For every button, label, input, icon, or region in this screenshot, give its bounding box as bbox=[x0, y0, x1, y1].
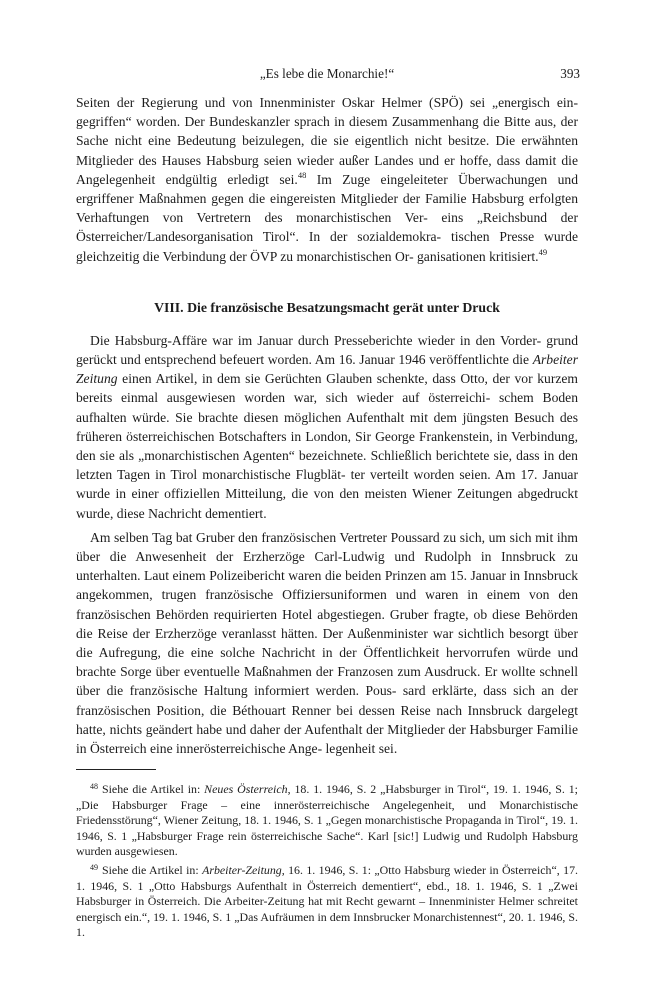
footnote-text: , 18. 1. 1946, S. 2 „Habsburger in Tirol“, 19. 1. 1946, S. 1; „Die Habsburger Frage – eine innerösterreichische Angelegenheit, und Monarchistische Friedensstörung“, Wiener Zeitung, 18. 1. 1946, S. 1 „Gegen monarchistische Propaganda in Tirol“, 19. 1. 1946, S. 1 „Habsburger Frage rein österreichische Sache“. Karl [sic!] Ludwig und Rudolph Habsburg wurden ausgewiesen. bbox=[76, 782, 578, 858]
text-line: Frankenstein, in Verbindung, den sie als „monarchistischen Agenten“ bezeichnete. bbox=[76, 428, 578, 464]
text-line: grund gerückt und entsprechend befeuert worden. Am 16. Januar 1946 veröffentlichte bbox=[76, 332, 578, 368]
text-line: der Mitglieder der Habsburger Familie in Österreich eine innerösterreichische Ange- bbox=[76, 721, 578, 757]
text-line: Überwachungen und ergriffener Maßnahmen gegen die eingereisten Mitglieder der bbox=[76, 171, 579, 207]
text-line: legenheit sei. bbox=[325, 741, 398, 757]
text-line: tischen Presse wurde gleichzeitig die Verbindung der ÖVP zu monarchistischen Or- bbox=[76, 229, 578, 264]
text-line: diese Behörden die Reise der Erzherzöge veranlasst hätten. Der Außenminister war bbox=[76, 606, 578, 641]
text-line: sard erklärte, dass sich an der französischen Position, die Béthouart Renner bei dessen bbox=[76, 683, 579, 718]
footnote-49 bbox=[76, 863, 578, 940]
text-line: hervorrufen würde und brachte Sorge über eventuelle Maßnahmen der Franzosen zum bbox=[76, 645, 578, 680]
running-title: „Es lebe die Monarchie!“ bbox=[259, 66, 395, 81]
body-text bbox=[76, 93, 578, 758]
footnotes bbox=[76, 782, 578, 940]
text-line: sichtlich besorgt über die Aufregung, die eine solche Nachricht in der Öffentlichkeit bbox=[76, 625, 578, 661]
text-line: Innsbruck angekommen, trugen französische Offiziersuniformen und waren in einem bbox=[76, 568, 578, 603]
text-line: ter verteilt worden seien. Am 17. Januar wurde in einer offiziellen Mitteilung, die von bbox=[76, 467, 578, 502]
footnote-ref-48[interactable]: 48 bbox=[297, 169, 307, 180]
text-line: Die Habsburg-Affäre war im Januar durch Presseberichte wieder in den Vorder- bbox=[90, 332, 542, 348]
footnote-48 bbox=[76, 782, 578, 859]
paragraph bbox=[76, 331, 578, 523]
text-line: gegriffen“ worden. Der Bundeskanzler sprach in diesem Zusammenhang die Bitte bbox=[76, 114, 531, 130]
text-line: den meisten Wiener Zeitungen abgedruckt wurde, diese Nachricht dementiert. bbox=[76, 486, 578, 521]
paragraph-continued bbox=[76, 93, 578, 266]
footnote-text: 16. 1. 1946, S. 1: „Otto Habsburg wieder in Österreich“, 17. 1. 1946, S. 1 „Otto Habsburgs Aufenthalt in Österreich dementiert“, ebd., 18. 1. 1946, S. 1 „Zwei Habsburger in Österreich. Die Arbeiter-Zeitung hat mit Recht gewarnt – Innenminister Helmer schreitet energisch ein.“, 19. 1. 1946, S. 1 „Das Aufräumen in dem Innsbrucker Monarchistennest“, 20. 1. 1946, S. 1. bbox=[76, 863, 578, 939]
text-line: schem Boden aufhalten würde. Sie brachte diesen möglichen Aufenthalt mit dem bbox=[76, 390, 579, 425]
book-page bbox=[76, 66, 578, 944]
text-line: Schließlich berichtete sie, dass in den letzten Tagen in Tirol monarchistische Flugblät- bbox=[76, 448, 578, 483]
text-line: jüngsten Besuch des früheren österreichischen Botschafters in London, Sir George bbox=[76, 409, 578, 444]
paragraph bbox=[76, 528, 578, 758]
text-line: ganisationen kritisiert. bbox=[417, 248, 539, 264]
section-heading: VIII. Die französische Besatzungsmacht gerät unter Druck bbox=[154, 299, 500, 315]
text-line: eins „Reichsbund der Österreicher/Landesorganisation Tirol“. In der sozialdemokra- bbox=[76, 210, 578, 245]
page-number: 393 bbox=[560, 66, 580, 81]
text-line: die bbox=[512, 352, 533, 368]
footnote-ref-49[interactable]: 49 bbox=[538, 246, 548, 257]
text-line: Seiten der Regierung und von Innenminister Oskar Helmer (SPÖ) sei „energisch ein- bbox=[76, 95, 578, 110]
text-line: hoffe, dass damit die Angelegenheit endgültig erledigt sei. bbox=[76, 152, 578, 187]
text-line: Am selben Tag bat Gruber den französischen Vertreter Poussard zu sich, um sich mit bbox=[90, 529, 554, 545]
text-line: unterhalten. Laut einem Polizeibericht waren die beiden Prinzen am 15. Januar in bbox=[76, 568, 521, 584]
footnote-number: 48 bbox=[90, 782, 98, 792]
newspaper-title: Arbeiter-Zeitung, bbox=[202, 863, 285, 878]
newspaper-title: Arbeiter Zeitung bbox=[76, 352, 578, 387]
text-line: Ausdruck. Er wollte schnell über die französische Haltung informiert werden. Pous- bbox=[76, 664, 578, 699]
footnote-number: 49 bbox=[90, 863, 98, 873]
text-line: der vor kurzem bereits einmal ausgewiesen worden war, sich wieder auf österreichi- bbox=[76, 371, 579, 406]
text-line: Familie Habsburg erfolgten Verhaftungen von Vertretern des monarchistischen Ver- bbox=[76, 191, 578, 226]
text-line: Die erwähnten Mitglieder des Hauses Habsburg seien wieder außer Landes und er bbox=[76, 133, 578, 168]
footnote-text: Siehe die Artikel in: bbox=[102, 863, 203, 878]
text-line: aus, der Sache nicht eine Bedeutung beizulegen, die sie eigentlich nicht besitze. bbox=[76, 114, 578, 149]
text-line: von den französischen Behörden requirierten Hotel abgestiegen. Gruber fragte, ob bbox=[76, 587, 578, 622]
footnote-text: Siehe die Artikel in: bbox=[102, 782, 205, 797]
text-line: Reise nach Innsbruck dargelegt hatte, nichts geändert habe und daher der Aufenthalt bbox=[76, 702, 578, 737]
text-line: ihm über die Anwesenheit der Erzherzöge Carl-Ludwig und Rudolph in Innsbruck zu bbox=[76, 529, 578, 565]
footnote-divider bbox=[76, 769, 156, 770]
text-line: Im Zuge eingeleiteter bbox=[306, 171, 448, 187]
newspaper-title: Neues Österreich bbox=[204, 782, 288, 797]
text-line: einen Artikel, in dem sie Gerüchten Glauben schenkte, dass Otto, bbox=[117, 371, 488, 387]
running-header bbox=[76, 66, 578, 90]
